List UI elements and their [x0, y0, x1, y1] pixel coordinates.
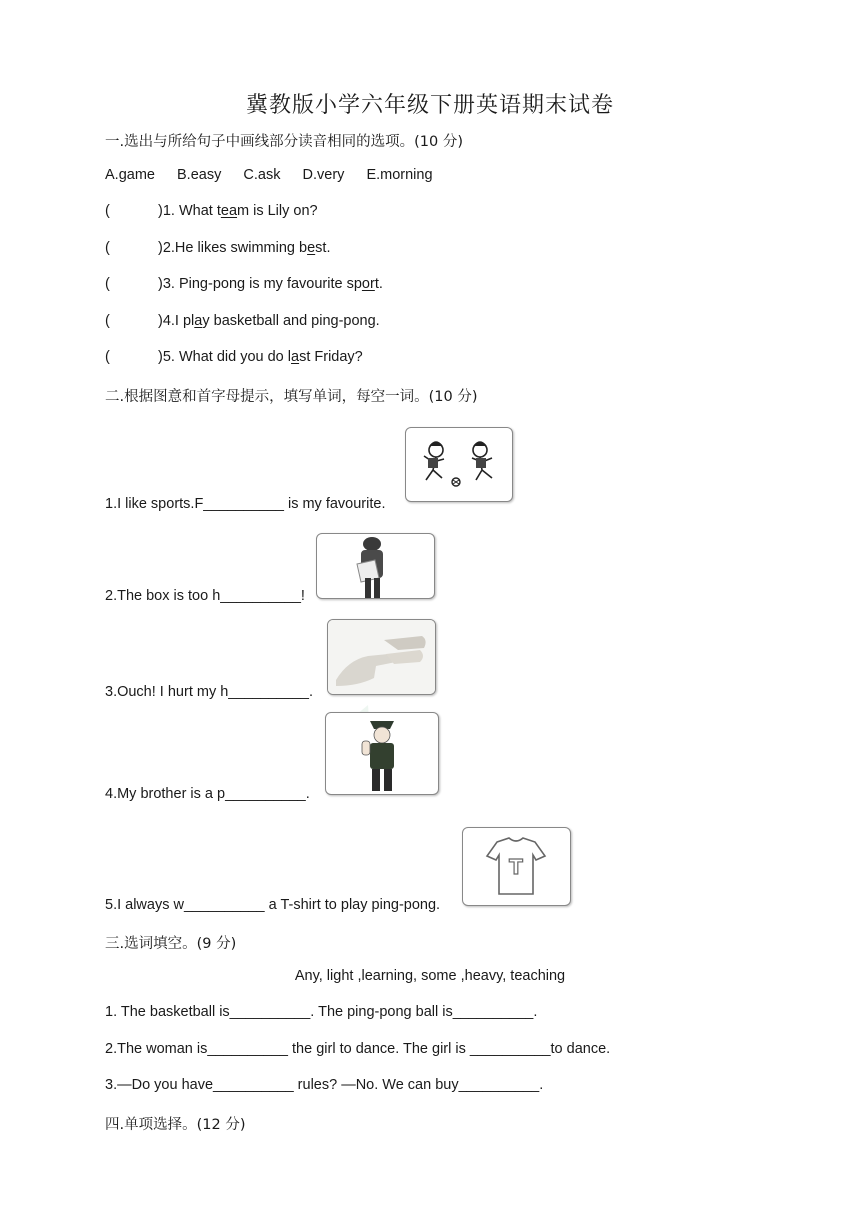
answer-paren: (	[105, 313, 110, 329]
question-2-4: 4.My brother is a p__________.	[105, 786, 310, 802]
sentence-text: t.	[374, 276, 383, 292]
policeman-picture	[325, 712, 439, 795]
answer-paren: (	[105, 349, 110, 365]
word-bank: Any, light ,learning, some ,heavy, teaching	[294, 968, 566, 984]
heavy-box-picture	[316, 533, 435, 599]
answer-paren-close: )	[158, 276, 163, 292]
t-shirt-picture	[462, 827, 571, 906]
option-d: D.very	[302, 167, 345, 183]
sentence-text: m is Lily on?	[237, 203, 318, 219]
underlined-part: or	[361, 276, 375, 292]
section3-heading: 三.选词填空。(9 分)	[105, 936, 237, 952]
option-a: A.game	[105, 167, 155, 183]
sentence-text: st Friday?	[299, 349, 363, 365]
answer-paren: (	[105, 203, 110, 219]
question-1-1	[105, 203, 318, 219]
sentence-text: st.	[315, 240, 331, 256]
answer-paren-close: )	[158, 203, 163, 219]
sentence-text: y basketball and ping-pong.	[202, 313, 380, 329]
tshirt-letter: T	[509, 855, 523, 879]
sentence-text: 4.I pl	[162, 313, 195, 329]
question-2-2: 2.The box is too h__________!	[105, 588, 305, 604]
answer-paren-close: )	[158, 349, 163, 365]
sentence-text: 1. What t	[162, 203, 221, 219]
question-3-2: 2.The woman is__________ the girl to dance. The girl is __________to dance.	[105, 1041, 611, 1057]
underlined-part: e	[307, 240, 316, 256]
page-title: 冀教版小学六年级下册英语期末试卷	[245, 93, 614, 118]
question-3-3: 3.—Do you have__________ rules? —No. We can buy__________.	[105, 1077, 544, 1093]
question-2-1: 1.I like sports.F__________ is my favourite.	[105, 496, 386, 512]
question-1-4	[105, 313, 380, 329]
question-2-3: 3.Ouch! I hurt my h__________.	[105, 684, 313, 700]
hand-picture	[327, 619, 436, 695]
section1-heading: 一.选出与所给句子中画线部分读音相同的选项。(10 分)	[105, 134, 463, 150]
question-1-3	[105, 276, 383, 292]
answer-paren-close: )	[158, 240, 163, 256]
option-b: B.easy	[177, 167, 222, 183]
answer-paren-close: )	[158, 313, 163, 329]
question-2-5: 5.I always w__________ a T-shirt to play ping-pong.	[105, 897, 441, 913]
underlined-part: a	[291, 349, 300, 365]
sentence-text: 3. Ping-pong is my favourite sp	[162, 276, 362, 292]
sentence-text: 2.He likes swimming b	[162, 240, 308, 256]
underlined-part: a	[194, 313, 203, 329]
football-players-picture	[405, 427, 513, 502]
sentence-text: 5. What did you do l	[162, 349, 292, 365]
question-3-1: 1. The basketball is__________. The ping-pong ball is__________.	[105, 1004, 538, 1020]
option-c: C.ask	[243, 167, 281, 183]
section4-heading: 四.单项选择。(12 分)	[105, 1117, 246, 1133]
answer-paren: (	[105, 240, 110, 256]
section2-heading: 二.根据图意和首字母提示，填写单词，每空一词。(10 分)	[105, 389, 478, 405]
option-e: E.morning	[366, 167, 433, 183]
question-1-2	[105, 240, 330, 256]
underlined-part: ea	[220, 203, 238, 219]
question-1-5	[105, 349, 363, 365]
answer-paren: (	[105, 276, 110, 292]
section1-options	[105, 167, 451, 183]
